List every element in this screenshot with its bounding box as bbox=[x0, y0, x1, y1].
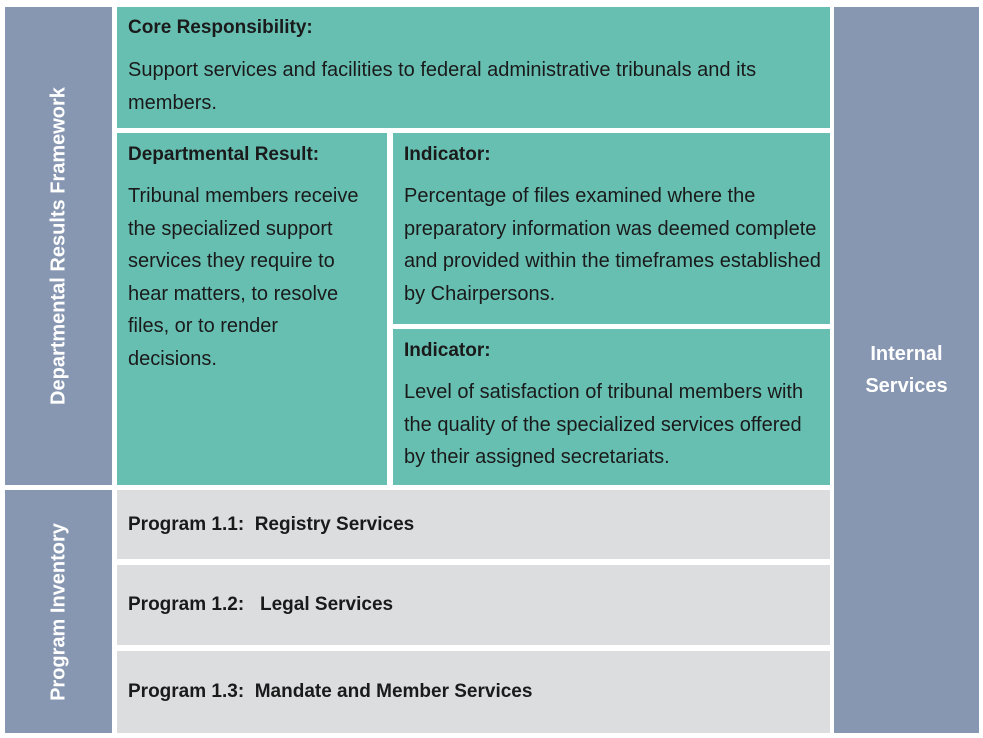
program-1-label: Program 1.1: Registry Services bbox=[128, 513, 415, 535]
core-responsibility-text: Support services and facilities to federal administrative tribunals and its members. bbox=[128, 59, 757, 114]
program-3-label: Program 1.3: Mandate and Member Services bbox=[128, 681, 533, 702]
indicator-1-text: Percentage of files examined where the preparatory information was deemed complete and provided within the timeframes established by Chairpersons. bbox=[404, 185, 821, 305]
departmental-results-framework-label: Departmental Results Framework bbox=[47, 87, 69, 405]
indicator-2-text: Level of satisfaction of tribunal members with the quality of the specialized services offered by their assigned secretariats. bbox=[404, 381, 804, 468]
program-box-1 bbox=[117, 490, 830, 559]
program-inventory-band bbox=[5, 490, 112, 733]
program-box-2 bbox=[117, 565, 830, 645]
departmental-results-framework-band bbox=[5, 7, 112, 485]
indicator-box-2 bbox=[393, 329, 830, 485]
core-responsibility-box bbox=[117, 7, 830, 128]
indicator-1-heading: Indicator: bbox=[404, 144, 491, 165]
internal-services-band bbox=[834, 7, 979, 733]
departmental-result-text: Tribunal members receive the specialized support services they require to hear matters, to resolve files, or to render decisions. bbox=[128, 185, 359, 370]
program-inventory-label: Program Inventory bbox=[47, 522, 69, 701]
program-box-3 bbox=[117, 651, 830, 733]
indicator-2-heading: Indicator: bbox=[404, 340, 491, 361]
internal-services-label: Internal Services bbox=[865, 343, 948, 397]
program-2-label: Program 1.2: Legal Services bbox=[128, 594, 394, 615]
departmental-result-box bbox=[117, 133, 387, 485]
core-responsibility-heading: Core Responsibility: bbox=[128, 17, 313, 38]
indicator-box-1 bbox=[393, 133, 830, 324]
departmental-result-heading: Departmental Result: bbox=[128, 144, 320, 165]
